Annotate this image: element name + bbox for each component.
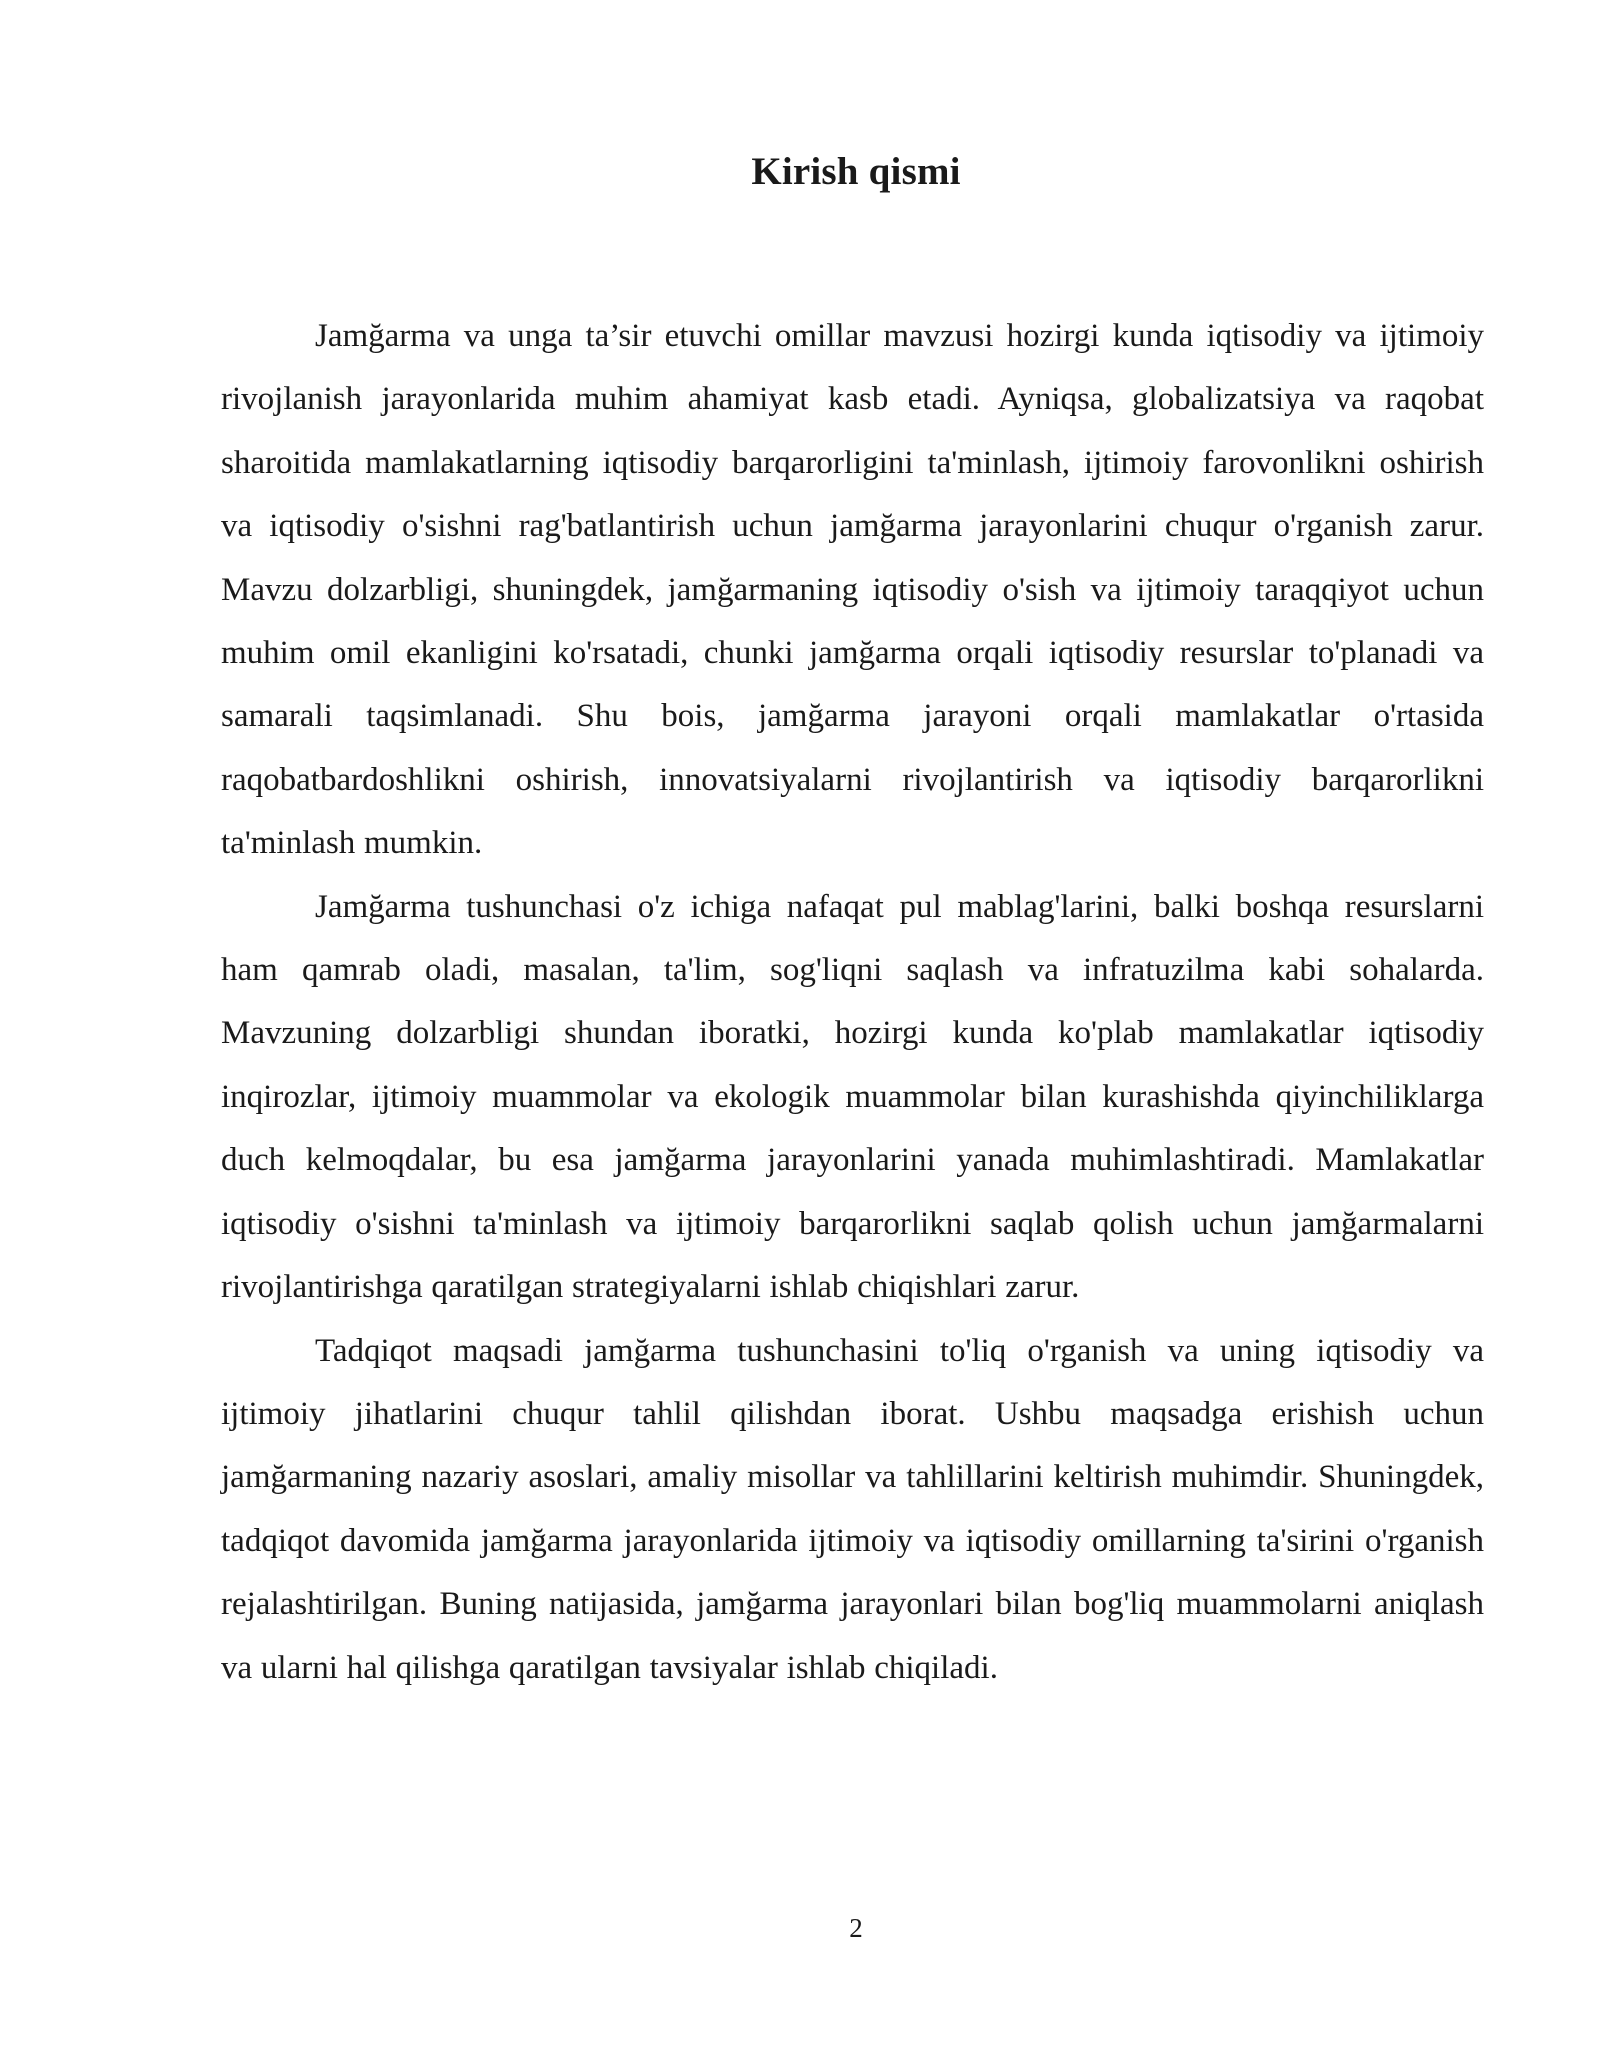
paragraph-3: Tadqiqot maqsadi jamğarma tushunchasini to'liq o'rganish va uning iqtisodiy va ijtimoiy jihatlarini chuqur tahlil qilishdan iborat. Ushbu maqsadga erishish uchun jamğarmaning nazariy asoslari, amaliy misollar va tahlillarini keltirish muhimdir. Shuningdek, tadqiqot davomida jamğarma jarayonlarida ijtimoiy va iqtisodiy omillarning ta'sirini o'rganish rejalashtirilgan. Buning natijasida, jamğarma jarayonlari bilan bog'liq muammolarni aniqlash va ularni hal qilishga qaratilgan tavsiyalar ishlab chiqiladi. <box>221 1332 1484 1686</box>
page-number: 2 <box>849 1913 863 1943</box>
paragraph-1: Jamğarma va unga ta’sir etuvchi omillar mavzusi hozirgi kunda iqtisodiy va ijtimoiy rivojlanish jarayonlarida muhim ahamiyat kasb etadi. Ayniqsa, globalizatsiya va raqobat sharoitida mamlakatlarning iqtisodiy barqarorligini ta'minlash, ijtimoiy farovonlikni oshirish va iqtisodiy o'sishni rag'batlantirish uchun jamğarma jarayonlarini chuqur o'rganish zarur. Mavzu dolzarbligi, shuningdek, jamğarmaning iqtisodiy o'sish va ijtimoiy taraqqiyot uchun muhim omil ekanligini ko'rsatadi, chunki jamğarma orqali iqtisodiy resurslar to'planadi va samarali taqsimlanadi. Shu bois, jamğarma jarayoni orqali mamlakatlar o'rtasida raqobatbardoshlikni oshirish, innovatsiyalarni rivojlantirish va iqtisodiy barqarorlikni ta'minlash mumkin. <box>221 318 1484 862</box>
body-text <box>221 305 1484 1700</box>
page-title: Kirish qismi <box>751 150 961 193</box>
paragraph-2: Jamğarma tushunchasi o'z ichiga nafaqat pul mablag'larini, balki boshqa resurslarni ham qamrab oladi, masalan, ta'lim, sog'liqni saqlash va infratuzilma kabi sohalarda. Mavzuning dolzarbligi shundan iboratki, hozirgi kunda ko'plab mamlakatlar iqtisodiy inqirozlar, ijtimoiy muammolar va ekologik muammolar bilan kurashishda qiyinchiliklarga duch kelmoqdalar, bu esa jamğarma jarayonlarini yanada muhimlashtiradi. Mamlakatlar iqtisodiy o'sishni ta'minlash va ijtimoiy barqarorlikni saqlab qolish uchun jamğarmalarni rivojlantirishga qaratilgan strategiyalarni ishlab chiqishlari zarur. <box>221 888 1484 1306</box>
